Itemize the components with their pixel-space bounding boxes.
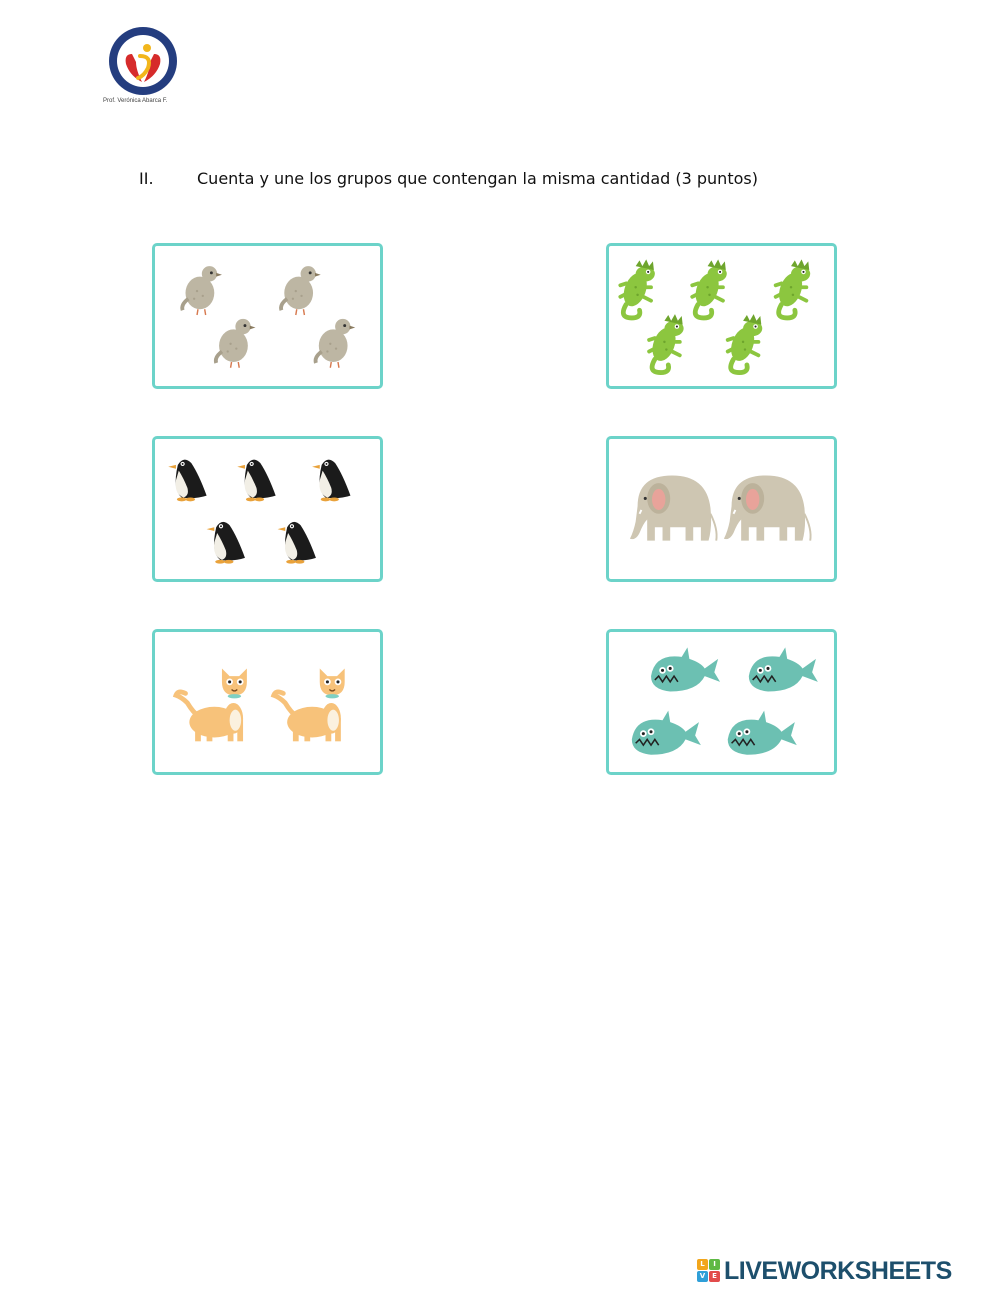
iguana-icon [648, 314, 683, 372]
cat-icon [176, 668, 247, 741]
group-card-elephants[interactable] [606, 436, 837, 582]
exercise-number: II. [139, 169, 154, 188]
penguin-icon [207, 522, 245, 564]
fish-icon [651, 647, 720, 691]
iguana-icon [619, 259, 654, 317]
exercise-instruction: Cuenta y une los grupos que contengan la misma cantidad (3 puntos) [197, 169, 758, 188]
penguin-icon [278, 522, 316, 564]
iguana-icon [775, 259, 810, 317]
fish-icon [632, 711, 701, 755]
group-card-penguins[interactable] [152, 436, 383, 582]
penguin-icon [312, 460, 350, 502]
group-card-iguanas[interactable] [606, 243, 837, 389]
iguana-icon [727, 314, 762, 372]
school-logo [106, 26, 180, 96]
liveworksheets-icon: L I V E [697, 1259, 721, 1283]
group-card-fish[interactable] [606, 629, 837, 775]
elephant-icon [630, 475, 717, 540]
bird-icon [216, 319, 256, 368]
fish-icon [728, 711, 797, 755]
fish-icon [749, 647, 818, 691]
bird-icon [182, 266, 222, 315]
group-card-cats[interactable] [152, 629, 383, 775]
bird-icon [316, 319, 356, 368]
group-card-birds[interactable] [152, 243, 383, 389]
bird-icon [281, 266, 321, 315]
iguana-icon [691, 259, 726, 317]
penguin-icon [237, 460, 275, 502]
penguin-icon [168, 460, 206, 502]
elephant-icon [724, 475, 811, 540]
liveworksheets-wordmark: LIVEWORKSHEETS [724, 1257, 952, 1285]
cat-icon [274, 668, 345, 741]
liveworksheets-logo [697, 1256, 997, 1286]
teacher-name: Prof. Verónica Abarca F. [103, 98, 168, 104]
